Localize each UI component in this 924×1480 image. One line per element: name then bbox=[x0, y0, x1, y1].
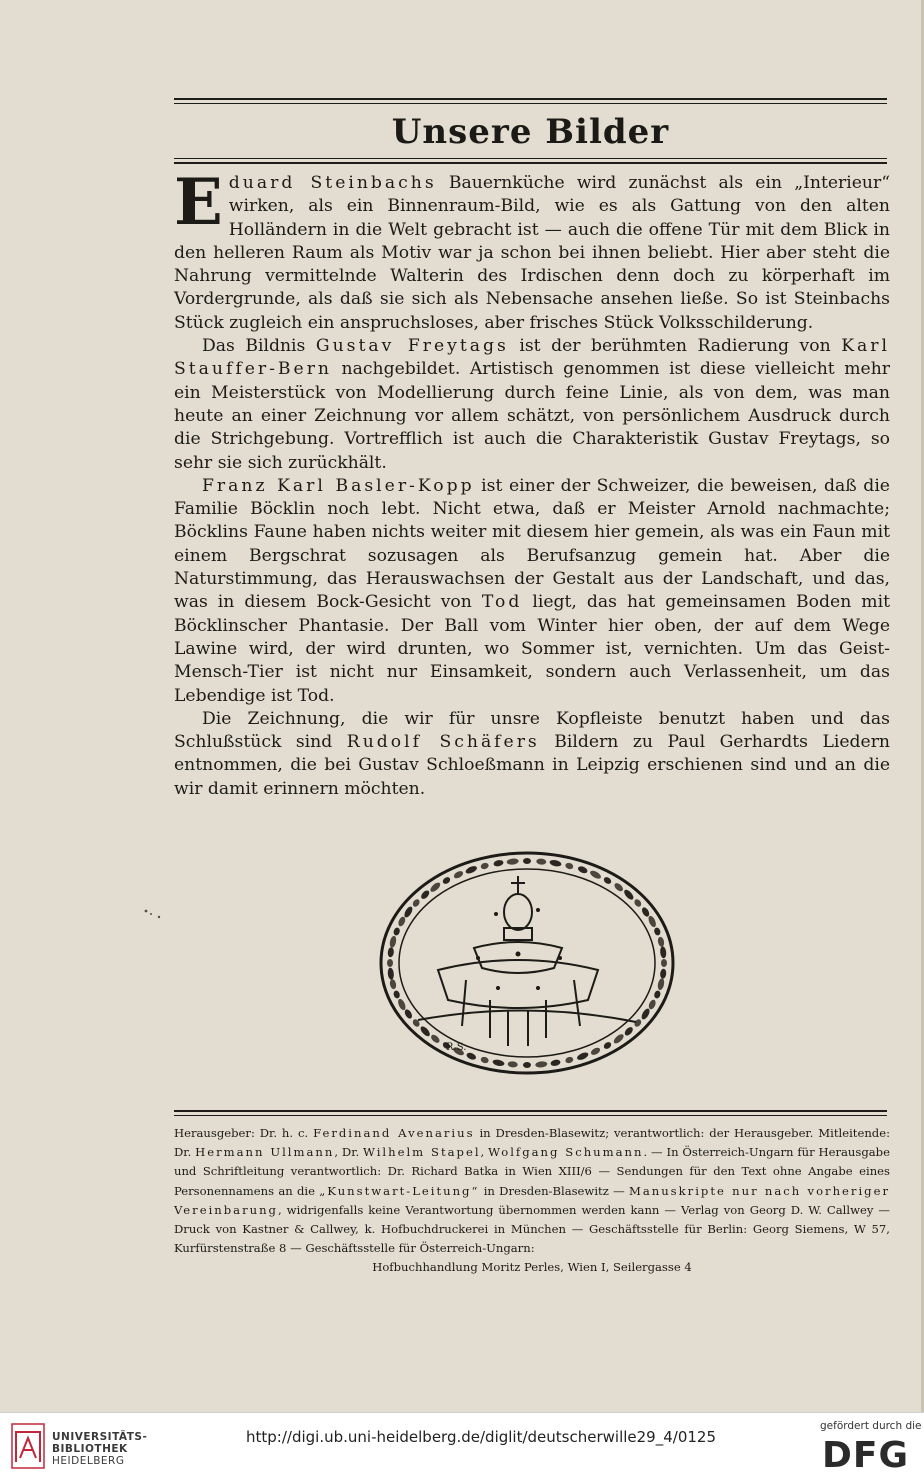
imprint-text-run: , bbox=[480, 1145, 489, 1160]
vignette-leaf bbox=[535, 1061, 548, 1068]
vignette-leaf bbox=[577, 865, 589, 875]
stray-mark bbox=[142, 906, 162, 920]
vignette-leaf bbox=[493, 859, 504, 867]
emphasized-name: Franz Karl Basler-Kopp bbox=[202, 475, 475, 496]
vignette-leaf bbox=[389, 935, 397, 948]
vignette-leaf bbox=[641, 906, 651, 918]
library-name bbox=[52, 1431, 147, 1467]
drop-cap: E bbox=[174, 165, 223, 240]
header-rule-top-thin bbox=[174, 103, 887, 104]
vignette-leaf bbox=[576, 1051, 589, 1061]
vignette-leaf bbox=[565, 1056, 574, 1064]
vignette-leaf bbox=[603, 1041, 613, 1051]
vignette-leaf bbox=[480, 862, 489, 870]
vignette-leaf bbox=[633, 1018, 643, 1028]
imprint-last-line: Hofbuchhandlung Moritz Perles, Wien I, Seilergasse 4 bbox=[372, 1260, 692, 1275]
article-paragraph bbox=[174, 708, 890, 801]
imprint-rule-top bbox=[174, 1110, 887, 1112]
vignette-leaf bbox=[389, 979, 397, 990]
vignette-leaf bbox=[397, 998, 407, 1011]
imprint-emphasis: Hermann Ullmann bbox=[195, 1145, 335, 1160]
vignette-leaf bbox=[411, 898, 421, 908]
vignette-leaf bbox=[430, 1033, 441, 1044]
imprint-emphasis: „Kunstwart-Leitung“ bbox=[319, 1183, 480, 1198]
vignette-leaf bbox=[387, 967, 394, 980]
imprint-text-run: in Dresden-Blasewitz; verantwortlich: der Herausgeber. Mitleitende: Dr. bbox=[174, 1126, 890, 1160]
dfg-logo: DFG bbox=[822, 1435, 910, 1476]
paragraph-text: Die Zeichnung, die wir für unsre Kopfleiste benutzt haben und das Schlußstück sind bbox=[174, 708, 890, 753]
vignette-leaf bbox=[387, 959, 393, 967]
vignette-leaf bbox=[403, 1008, 413, 1020]
vignette-leaf bbox=[653, 990, 661, 999]
emphasized-name: duard Steinbachs bbox=[228, 173, 437, 193]
vignette-leaf bbox=[492, 1059, 505, 1067]
vignette-leaf bbox=[633, 898, 643, 908]
paragraph-text: nachgebildet. Artistisch genommen ist diese vielleicht mehr ein Meisterstück von Modellierung durch feine Linie, als von dem, was man heute an einer Zeichnung vor allem schätzt, von persönlichem Ausdruck durch die Strichgebung. Vortrefflich ist auch die Charakteristik Gustav Freytags, so sehr sie sich zurückhält. bbox=[174, 359, 890, 473]
vignette-signature: R.S. bbox=[446, 1042, 467, 1053]
vignette-leaf bbox=[647, 915, 657, 928]
imprint-body bbox=[174, 1126, 890, 1255]
vignette-leaf bbox=[442, 876, 452, 886]
vignette-leaf bbox=[397, 916, 407, 928]
paragraph-text: ist einer der Schweizer, die beweisen, daß die Familie Böcklin noch lebt. Nicht etwa, daß er Meister Arnold nachmachte; Böcklins Faune haben nichts weiter mit diesem hier gemein, als was ein Faun mit einem Bergschrat sozusagen als Berufsanzug gemein hat. Aber die Naturstimmung, das Herauswachsen der Gestalt aus der Landschaft, und das, was in diesem Bock-Gesicht von bbox=[174, 475, 890, 613]
vignette-leaf bbox=[623, 1026, 634, 1037]
library-name-line2: BIBLIOTHEK bbox=[52, 1443, 128, 1455]
vignette-leaf bbox=[480, 1056, 489, 1064]
paragraph-text: Bauernküche wird zunächst als ein „Interieur“ wirken, als ein Binnenraum-Bild, wie es als Gattung von den alten Holländern in die Welt gebracht ist — auch die offene Tür mit dem Blick in den helleren Raum als Motiv war ja schon bei ihnen beliebt. Hier aber steht die Nahrung vermittelnde Walterin des Irdischen denn doch zu körperhaft im Vordergrunde, als daß sie sich als Nebensache ansehen ließe. So ist Steinbachs Stück zugleich ein anspruchsloses, aber frisches Stück Volksschilderung. bbox=[174, 173, 890, 333]
imprint-emphasis: Manuskripte nur nach vorheriger Vereinbarung bbox=[174, 1183, 890, 1217]
vignette-leaf bbox=[387, 947, 394, 958]
header-rule-bottom bbox=[174, 158, 887, 159]
imprint-text-run: Herausgeber: Dr. h. c. bbox=[174, 1126, 314, 1140]
vignette-leaf bbox=[420, 889, 431, 900]
vignette-leaf bbox=[657, 936, 665, 947]
vignette-leaf bbox=[550, 1059, 561, 1067]
vignette-leaf bbox=[393, 990, 401, 999]
header-rule-bottom-thick bbox=[174, 162, 887, 164]
vignette-leaf bbox=[640, 1007, 651, 1020]
vignette-leaf bbox=[549, 859, 562, 867]
vignette-leaf bbox=[403, 905, 414, 918]
vignette-leaf bbox=[523, 1062, 531, 1068]
paragraph-text: ist der berühmten Radierung von bbox=[508, 336, 842, 357]
vignette-leaf bbox=[565, 862, 574, 870]
vignette-leaf bbox=[590, 1046, 602, 1056]
digitization-footer bbox=[0, 1412, 924, 1480]
article-paragraph bbox=[174, 165, 890, 335]
emphasized-name: Rudolf Schäfers bbox=[346, 732, 540, 753]
vignette-leaf bbox=[661, 959, 667, 967]
vignette-leaf bbox=[660, 968, 667, 979]
vignette-leaf bbox=[603, 876, 613, 886]
article-paragraph bbox=[174, 475, 890, 708]
vignette-leaf bbox=[612, 1033, 625, 1045]
imprint-text-run: , Dr. bbox=[334, 1145, 364, 1160]
vignette-leaf bbox=[429, 881, 442, 893]
vignette-leaf bbox=[393, 927, 401, 936]
library-name-line1: UNIVERSITÄTS- bbox=[52, 1431, 148, 1443]
vignette-leaf bbox=[523, 858, 531, 864]
vignette-leaf bbox=[660, 946, 667, 959]
vignette-leaf bbox=[623, 888, 635, 901]
library-name-line3: HEIDELBERG bbox=[52, 1455, 125, 1467]
vignette-leaf bbox=[465, 865, 478, 875]
vignette-leaf bbox=[466, 1051, 478, 1061]
paragraph-text: Das Bildnis bbox=[202, 336, 316, 357]
vignette-leaf bbox=[613, 882, 624, 893]
vignette-leaf bbox=[536, 858, 547, 865]
fountain-vignette-illustration bbox=[378, 850, 676, 1076]
vignette-leaf bbox=[653, 927, 661, 936]
vignette-leaf bbox=[506, 858, 519, 865]
vignette-leaf bbox=[507, 1061, 518, 1068]
imprint-text-run: . — In Österreich-Ungarn für Herausgabe und Schriftleitung verantwortlich: Dr. Richard Batka in Wien XIII/6 — Sendungen für den Text ohne Angabe eines Personennamens an die bbox=[174, 1145, 890, 1198]
funded-by-label: gefördert durch die bbox=[820, 1420, 922, 1432]
imprint-text-run: , widrigenfalls keine Verantwortung übernommen werden kann — Verlag von Georg D. W. Callwey — Druck von Kastner & Callwey, k. Hofbuchdruckerei in München — Geschäftsstelle für Berlin: Georg Siemens, W 57, Kurfürstenstraße 8 — Geschäftsstelle für Österreich-Ungarn: bbox=[174, 1202, 890, 1256]
emphasized-name: Tod bbox=[481, 592, 523, 613]
university-library-logo-icon bbox=[10, 1422, 46, 1470]
header-rule-top bbox=[174, 98, 887, 100]
emphasized-name: Karl Stauffer-Bern bbox=[174, 336, 890, 380]
article-paragraph bbox=[174, 335, 890, 475]
article-body bbox=[174, 165, 891, 801]
permalink-url[interactable]: http://digi.ub.uni-heidelberg.de/diglit/deutscherwille29_4/0125 bbox=[246, 1428, 716, 1446]
vignette-leaf bbox=[589, 869, 602, 880]
emphasized-name: Gustav Freytags bbox=[315, 336, 509, 357]
paragraph-text: liegt, das hat gemeinsamen Boden mit Böcklinscher Phantasie. Der Ball vom Winter hier oben, der auf dem Wege Lawine wird, der wird drunten, wo Sommer ist, vernichten. Um das Geist-Mensch-Tier ist nicht nur Einsamkeit, sondern auch Verlassenheit, um das Lebendige ist Tod. bbox=[174, 592, 890, 706]
vignette-leaf bbox=[453, 870, 465, 880]
imprint-emphasis: Wolfgang Schumann bbox=[488, 1145, 644, 1160]
paragraph-text: Bildern zu Paul Gerhardts Liedern entnommen, die bei Gustav Schloeßmann in Leipzig erschienen sind und an die wir damit erinnern möchten. bbox=[174, 732, 891, 799]
vignette-leaf bbox=[647, 999, 657, 1011]
imprint-text-run: in Dresden-Blasewitz — bbox=[479, 1183, 629, 1198]
vignette-leaf bbox=[657, 978, 665, 991]
imprint-emphasis: Wilhelm Stapel bbox=[363, 1145, 481, 1160]
imprint-emphasis: Ferdinand Avenarius bbox=[313, 1126, 475, 1140]
imprint-rule-thin bbox=[174, 1115, 887, 1116]
imprint-text bbox=[174, 1124, 890, 1278]
vignette-leaf bbox=[419, 1025, 431, 1038]
page-title: Unsere Bilder bbox=[391, 112, 670, 152]
